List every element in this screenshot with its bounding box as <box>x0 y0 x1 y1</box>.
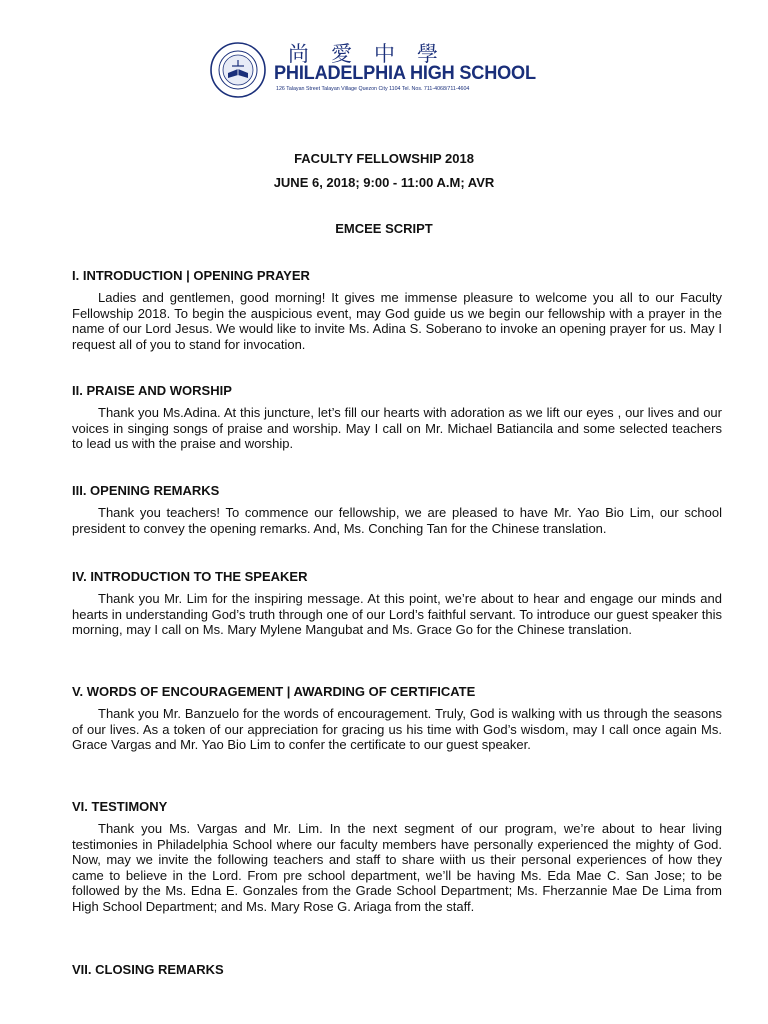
section-introduction <box>72 268 722 352</box>
section-introduction-speaker <box>72 569 722 638</box>
section-testimony <box>72 799 722 914</box>
section-title: II. PRAISE AND WORSHIP <box>72 383 232 398</box>
section-title: VI. TESTIMONY <box>72 799 168 814</box>
section-title: VII. CLOSING REMARKS <box>72 962 224 977</box>
section-text: Thank you Mr. Lim for the inspiring message. At this point, we’re about to hear and engage our minds and hearts in understanding God’s truth through one of our Lord’s faithful servant. To introduce our guest speaker this morning, may I call on Ms. Mary Mylene Mangubat and Ms. Grace Go for the Chinese translation. <box>72 591 722 637</box>
section-praise-worship <box>72 383 722 452</box>
section-title: I. INTRODUCTION | OPENING PRAYER <box>72 268 310 283</box>
section-title: IV. INTRODUCTION TO THE SPEAKER <box>72 569 308 584</box>
section-words-encouragement <box>72 684 722 753</box>
script-label: EMCEE SCRIPT <box>335 221 433 236</box>
section-opening-remarks <box>72 483 722 536</box>
school-name: PHILADELPHIA HIGH SCHOOL <box>274 62 536 84</box>
section-text: Thank you teachers! To commence our fellowship, we are pleased to have Mr. Yao Bio Lim, our school president to convey the opening remarks. And, Ms. Conching Tan for the Chinese translation. <box>72 505 722 536</box>
section-title: III. OPENING REMARKS <box>72 483 220 498</box>
section-text: Thank you Mr. Banzuelo for the words of encouragement. Truly, God is walking with us through the seasons of our lives. As a token of our appreciation for gracing us his time with God’s wisdom, may I call once again Ms. Grace Vargas and Mr. Yao Bio Lim to confer the certificate to our guest speaker. <box>72 706 722 752</box>
event-title: FACULTY FELLOWSHIP 2018 <box>294 151 474 166</box>
section-text: Thank you Ms.Adina. At this juncture, let’s fill our hearts with adoration as we lift our eyes , our lives and our voices in singing songs of praise and worship. May I call on Mr. Michael Batiancila and some selected teachers to lead us with the praise and worship. <box>72 405 722 451</box>
school-chinese-name: 尚愛中學 <box>288 42 460 66</box>
section-text: Thank you Ms. Vargas and Mr. Lim. In the next segment of our program, we’re about to hear living testimonies in Philadelphia School where our faculty members have personally experienced the mighty of God. Now, may we invite the following teachers and staff to share wiith us their personal experiences of how they came to believe in the Lord. From pre school department, we’ll be having Ms. Eda Mae C. San Jose; to be followed by the Ms. Edna E. Gonzales from the Grade School Department; Ms. Fherzannie Mae De Lima from High School Department; and Ms. Mary Rose G. Ariaga from the staff. <box>72 821 722 914</box>
section-closing-remarks <box>72 962 722 984</box>
section-title: V. WORDS OF ENCOURAGEMENT | AWARDING OF CERTIFICATE <box>72 684 476 699</box>
school-address: 126 Talayan Street Talayan Village Quezon City 1104 Tel. Nos. 711-4068/711-4604 <box>276 86 470 92</box>
section-text: Ladies and gentlemen, good morning! It gives me immense pleasure to welcome you all to our Faculty Fellowship 2018. To begin the auspicious event, may God guide us we begin our fellowship with a prayer in the name of our Lord Jesus. We would like to invite Ms. Adina S. Soberano to invoke an opening prayer for us. May I request all of you to stand for invocation. <box>72 290 722 352</box>
letterhead <box>210 40 536 98</box>
event-date-line: JUNE 6, 2018; 9:00 - 11:00 A.M; AVR <box>273 175 495 190</box>
school-seal-icon <box>210 42 266 98</box>
